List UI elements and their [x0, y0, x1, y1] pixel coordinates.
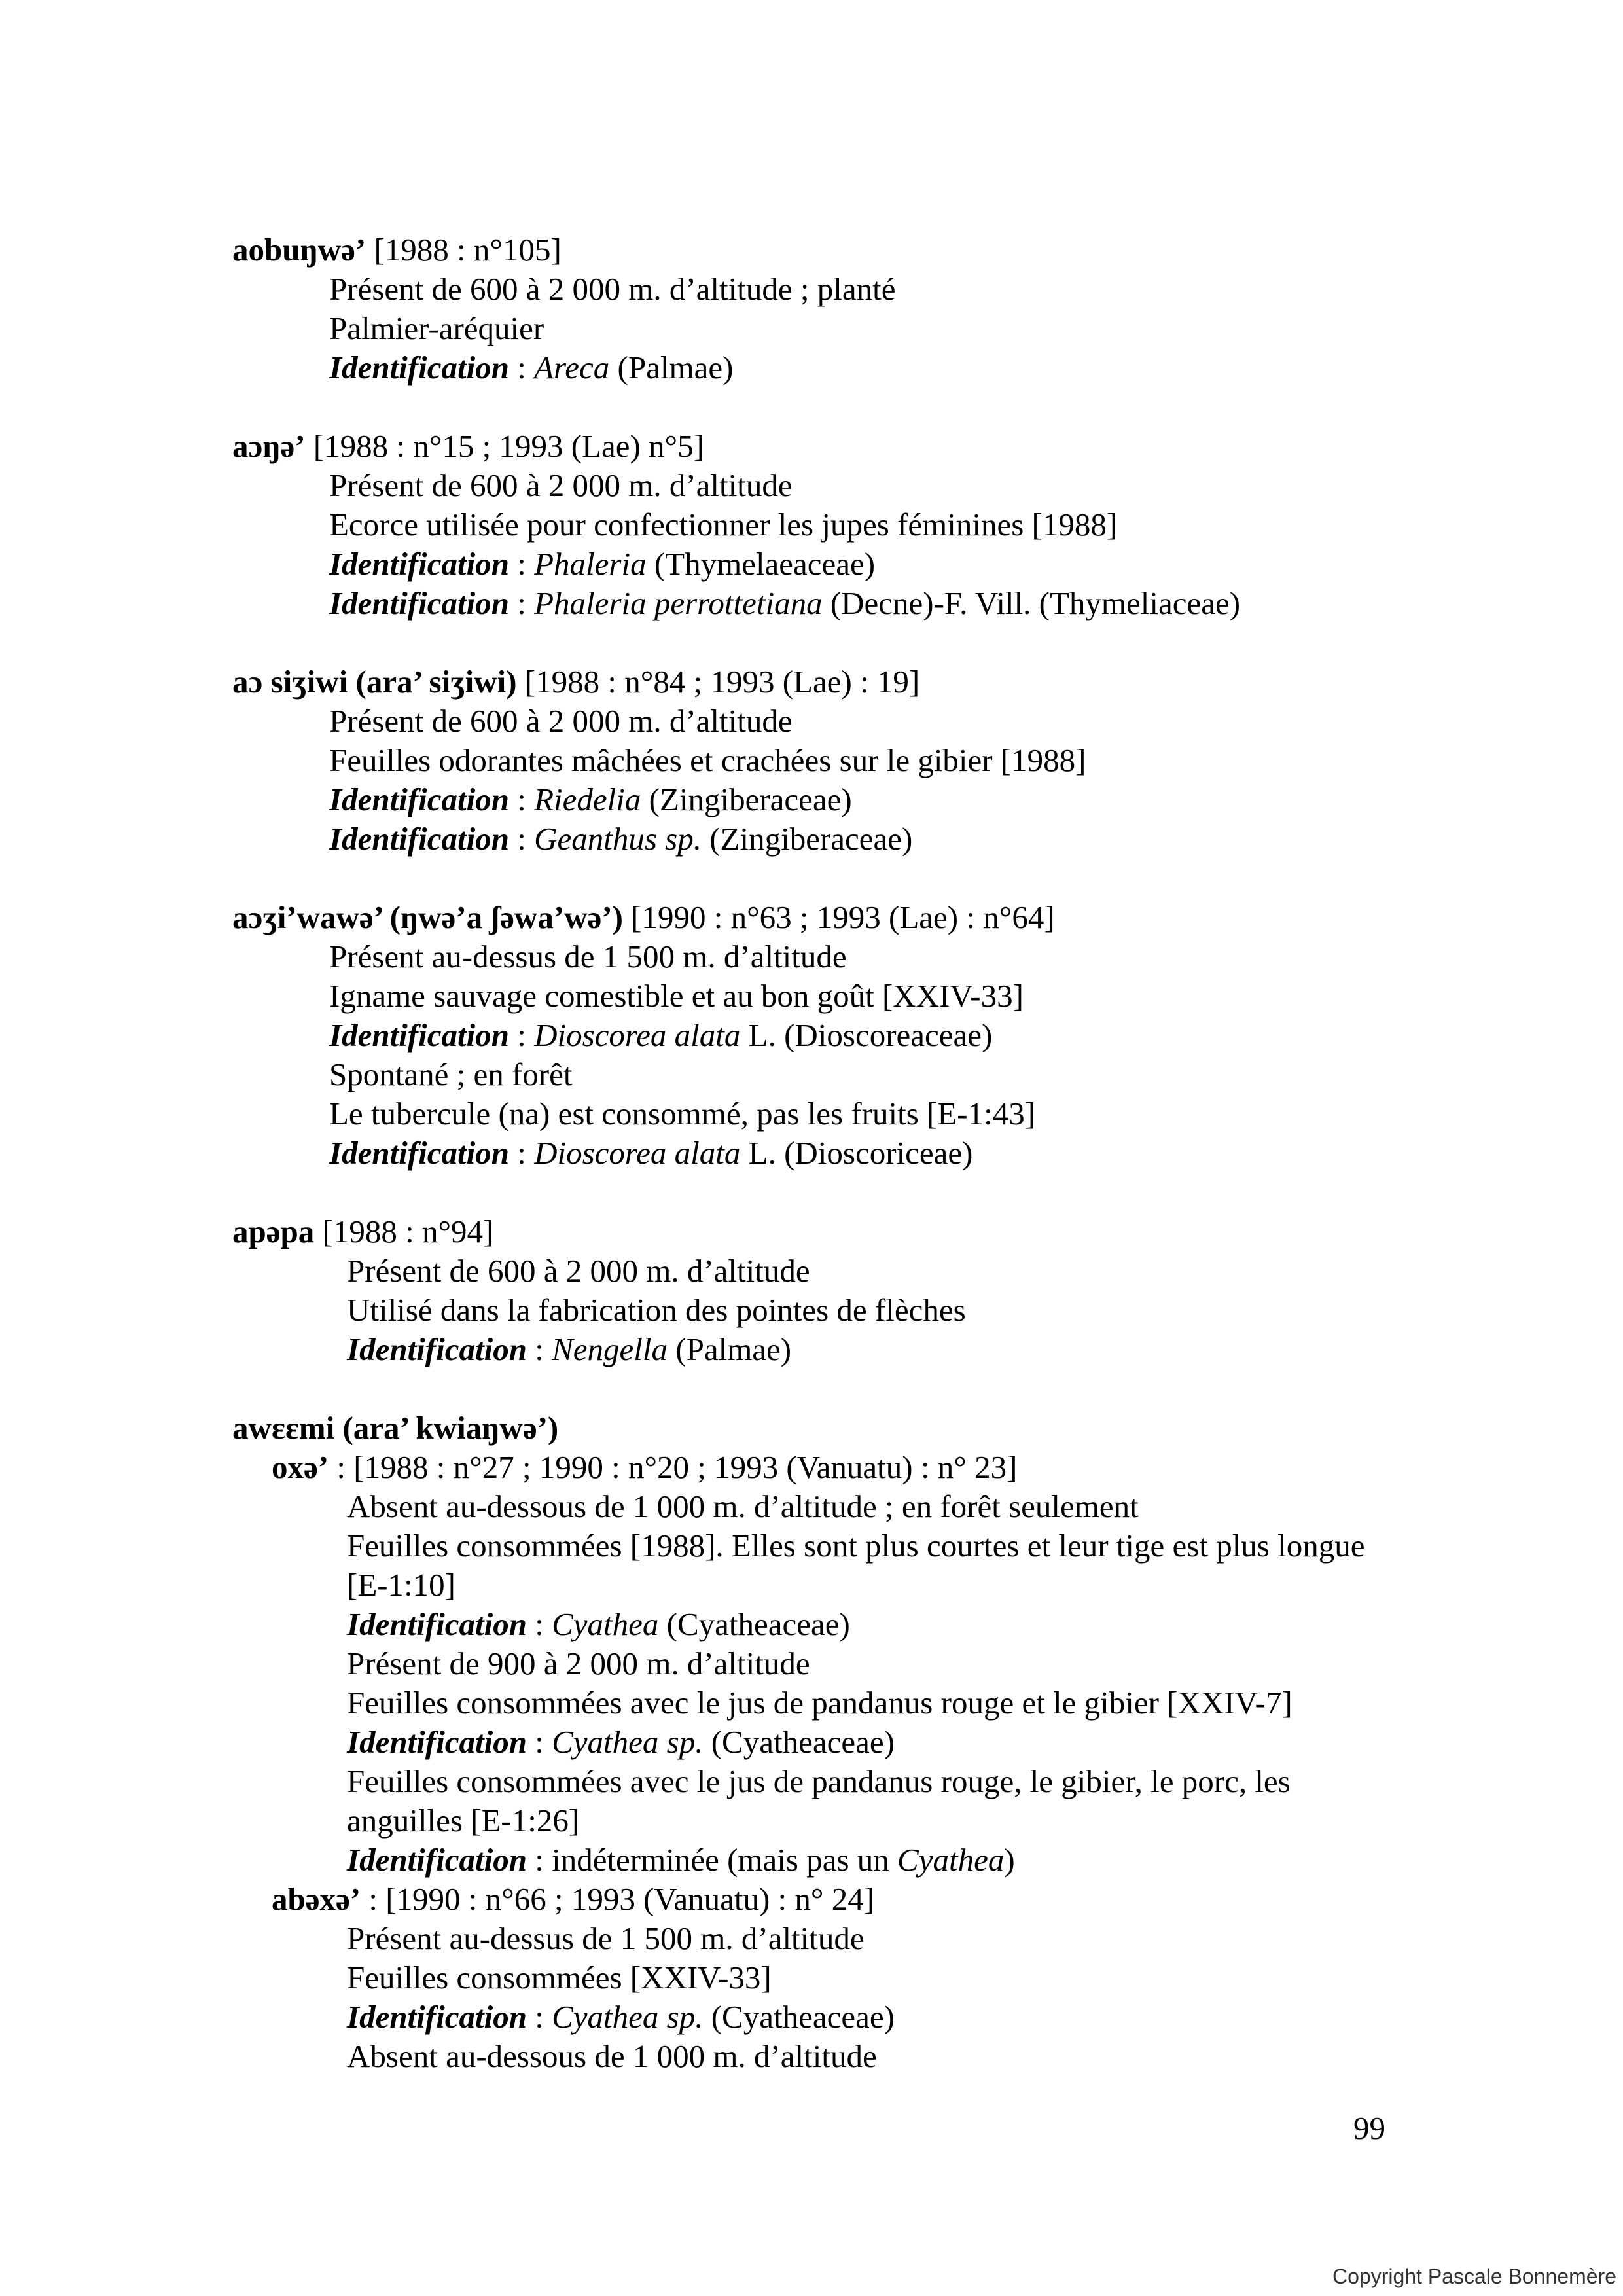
text-segment: Spontané ; en forêt — [329, 1056, 573, 1092]
text-segment: ) — [1004, 1842, 1015, 1878]
description-line — [0, 1094, 1623, 1134]
headword-line — [0, 662, 1623, 702]
headword-line — [0, 1212, 1623, 1251]
text-segment: : — [508, 350, 535, 386]
text-segment: Feuilles consommées [XXIV-33] — [347, 1960, 772, 1996]
identification-line — [0, 348, 1623, 387]
text-segment: Identification — [329, 585, 509, 621]
text-segment: Feuilles consommées avec le jus de pandanus rouge, le gibier, le porc, les — [347, 1763, 1291, 1799]
text-segment: aɔŋə’ — [232, 428, 306, 464]
description-line — [0, 309, 1623, 348]
text-segment: : — [526, 1999, 552, 2035]
text-segment: Feuilles consommées [1988]. Elles sont plus courtes et leur tige est plus longue — [347, 1528, 1365, 1564]
text-segment: Identification — [329, 350, 509, 386]
identification-line — [0, 1723, 1623, 1762]
text-segment: Identification — [329, 1017, 509, 1053]
text-segment: [1988 : n°84 ; 1993 (Lae) : 19] — [516, 664, 920, 700]
text-segment: Présent au-dessus de 1 500 m. d’altitude — [329, 939, 847, 975]
subheadword-line — [0, 1448, 1623, 1487]
text-segment: Présent de 600 à 2 000 m. d’altitude — [329, 703, 793, 739]
text-segment: Identification — [347, 1606, 527, 1642]
dictionary-entry — [0, 230, 1623, 387]
text-segment: : — [508, 781, 535, 817]
identification-line — [0, 1998, 1623, 2037]
description-line — [0, 2037, 1623, 2076]
text-segment: anguilles [E-1:26] — [347, 1803, 580, 1839]
description-line — [0, 937, 1623, 977]
text-segment: Identification — [347, 1331, 527, 1367]
description-line — [0, 1251, 1623, 1291]
text-segment: [1988 : n°105] — [366, 232, 562, 268]
headword-line — [0, 898, 1623, 937]
text-segment: L. (Dioscoreaceae) — [740, 1017, 993, 1053]
description-line — [0, 466, 1623, 505]
description-line — [0, 270, 1623, 309]
description-line — [0, 741, 1623, 780]
dictionary-entry — [0, 898, 1623, 1173]
text-segment: (Zingiberaceae) — [641, 781, 852, 817]
identification-line — [0, 584, 1623, 623]
dictionary-entry — [0, 1408, 1623, 2076]
identification-line — [0, 780, 1623, 819]
text-segment: L. (Dioscoriceae) — [740, 1135, 973, 1171]
text-segment: : indéterminée (mais pas un — [526, 1842, 898, 1878]
text-segment: (Zingiberaceae) — [701, 821, 913, 857]
page-number: 99 — [1353, 2110, 1385, 2146]
text-segment: apəpa — [232, 1213, 315, 1249]
text-segment: aobuŋwə’ — [232, 232, 366, 268]
text-segment: Présent de 600 à 2 000 m. d’altitude — [347, 1253, 810, 1289]
text-segment: Cyathea sp. — [552, 1999, 704, 2035]
text-segment: Ecorce utilisée pour confectionner les jupes féminines [1988] — [329, 507, 1118, 543]
description-line — [0, 1762, 1623, 1801]
text-segment: Identification — [347, 1999, 527, 2035]
text-segment: Présent de 600 à 2 000 m. d’altitude ; planté — [329, 271, 896, 307]
text-segment: [E-1:10] — [347, 1567, 455, 1603]
text-segment: (Cyatheaceae) — [703, 1999, 895, 2035]
text-segment: : — [508, 821, 535, 857]
text-segment: Riedelia — [534, 781, 641, 817]
text-segment: [1990 : n°63 ; 1993 (Lae) : n°64] — [622, 899, 1055, 935]
text-segment: (Cyatheaceae) — [703, 1724, 895, 1760]
text-segment: aɔʒi’wawə’ (ŋwə’a ʃəwa’wə’) — [232, 899, 623, 935]
text-segment: Utilisé dans la fabrication des pointes de flèches — [347, 1292, 966, 1328]
text-segment: (Thymelaeaceae) — [646, 546, 876, 582]
identification-line — [0, 819, 1623, 859]
identification-line — [0, 1605, 1623, 1644]
subheadword-line — [0, 1880, 1623, 1919]
text-segment: : — [508, 585, 535, 621]
text-segment: Dioscorea alata — [534, 1017, 741, 1053]
headword-line — [0, 427, 1623, 466]
text-segment: : [1990 : n°66 ; 1993 (Vanuatu) : n° 24] — [361, 1881, 875, 1917]
description-line — [0, 702, 1623, 741]
text-segment: (Palmae) — [609, 350, 734, 386]
text-segment: Identification — [329, 1135, 509, 1171]
description-line — [0, 1919, 1623, 1958]
entry-list — [0, 230, 1623, 2115]
identification-line — [0, 1016, 1623, 1055]
text-segment: (Cyatheaceae) — [658, 1606, 850, 1642]
text-segment: Présent de 900 à 2 000 m. d’altitude — [347, 1645, 810, 1681]
text-segment: : — [508, 1017, 535, 1053]
text-segment: aɔ siʒiwi (ara’ siʒiwi) — [232, 664, 517, 700]
text-segment: Absent au-dessous de 1 000 m. d’altitude ; en forêt seulement — [347, 1488, 1139, 1524]
identification-line — [0, 545, 1623, 584]
text-segment: : — [526, 1331, 552, 1367]
headword-line — [0, 230, 1623, 270]
text-segment: Geanthus sp. — [534, 821, 702, 857]
text-segment: Phaleria — [534, 546, 647, 582]
text-segment: Dioscorea alata — [534, 1135, 741, 1171]
text-segment: Présent au-dessus de 1 500 m. d’altitude — [347, 1920, 865, 1956]
description-line — [0, 977, 1623, 1016]
text-segment: Nengella — [552, 1331, 668, 1367]
text-segment: Cyathea sp. — [552, 1724, 704, 1760]
description-line — [0, 1958, 1623, 1998]
text-segment: Identification — [347, 1724, 527, 1760]
dictionary-entry — [0, 427, 1623, 623]
text-segment: Igname sauvage comestible et au bon goût [XXIV-33] — [329, 978, 1024, 1014]
text-segment: (Decne)-F. Vill. (Thymeliaceae) — [822, 585, 1241, 621]
description-line — [0, 1526, 1623, 1566]
text-segment: : — [508, 546, 535, 582]
text-segment: (Palmae) — [668, 1331, 792, 1367]
dictionary-entry — [0, 662, 1623, 859]
text-segment: Présent de 600 à 2 000 m. d’altitude — [329, 467, 793, 503]
text-segment: Palmier-aréquier — [329, 310, 544, 346]
text-segment: Feuilles odorantes mâchées et crachées sur le gibier [1988] — [329, 742, 1086, 778]
text-segment: Le tubercule (na) est consommé, pas les fruits [E-1:43] — [329, 1096, 1036, 1132]
text-segment: abəxə’ — [272, 1881, 361, 1917]
text-segment: [1988 : n°15 ; 1993 (Lae) n°5] — [305, 428, 704, 464]
description-line — [0, 1487, 1623, 1526]
description-line — [0, 1801, 1623, 1840]
text-segment: [1988 : n°94] — [314, 1213, 494, 1249]
headword-line — [0, 1408, 1623, 1448]
text-segment: Identification — [347, 1842, 527, 1878]
text-segment: Absent au-dessous de 1 000 m. d’altitude — [347, 2038, 877, 2074]
text-segment: Identification — [329, 546, 509, 582]
text-segment: : — [508, 1135, 535, 1171]
description-line — [0, 1644, 1623, 1683]
text-segment: Identification — [329, 821, 509, 857]
description-line — [0, 1291, 1623, 1330]
description-line — [0, 505, 1623, 545]
description-line — [0, 1566, 1623, 1605]
text-segment: Phaleria perrottetiana — [534, 585, 823, 621]
text-segment: Identification — [329, 781, 509, 817]
description-line — [0, 1055, 1623, 1094]
text-segment: oxə’ — [272, 1449, 329, 1485]
text-segment: : [1988 : n°27 ; 1990 : n°20 ; 1993 (Vanuatu) : n° 23] — [329, 1449, 1018, 1485]
text-segment: Areca — [534, 350, 610, 386]
text-segment: awɛɛmi (ara’ kwiaŋwə’) — [232, 1410, 559, 1446]
identification-line — [0, 1330, 1623, 1369]
text-segment: Cyathea — [897, 1842, 1005, 1878]
text-segment: Feuilles consommées avec le jus de pandanus rouge et le gibier [XXIV-7] — [347, 1685, 1293, 1721]
copyright-notice: Copyright Pascale Bonnemère — [1332, 2265, 1616, 2288]
identification-line — [0, 1840, 1623, 1880]
description-line — [0, 1683, 1623, 1723]
text-segment: : — [526, 1724, 552, 1760]
dictionary-entry — [0, 1212, 1623, 1369]
text-segment: : — [526, 1606, 552, 1642]
text-segment: Cyathea — [552, 1606, 659, 1642]
identification-line — [0, 1134, 1623, 1173]
